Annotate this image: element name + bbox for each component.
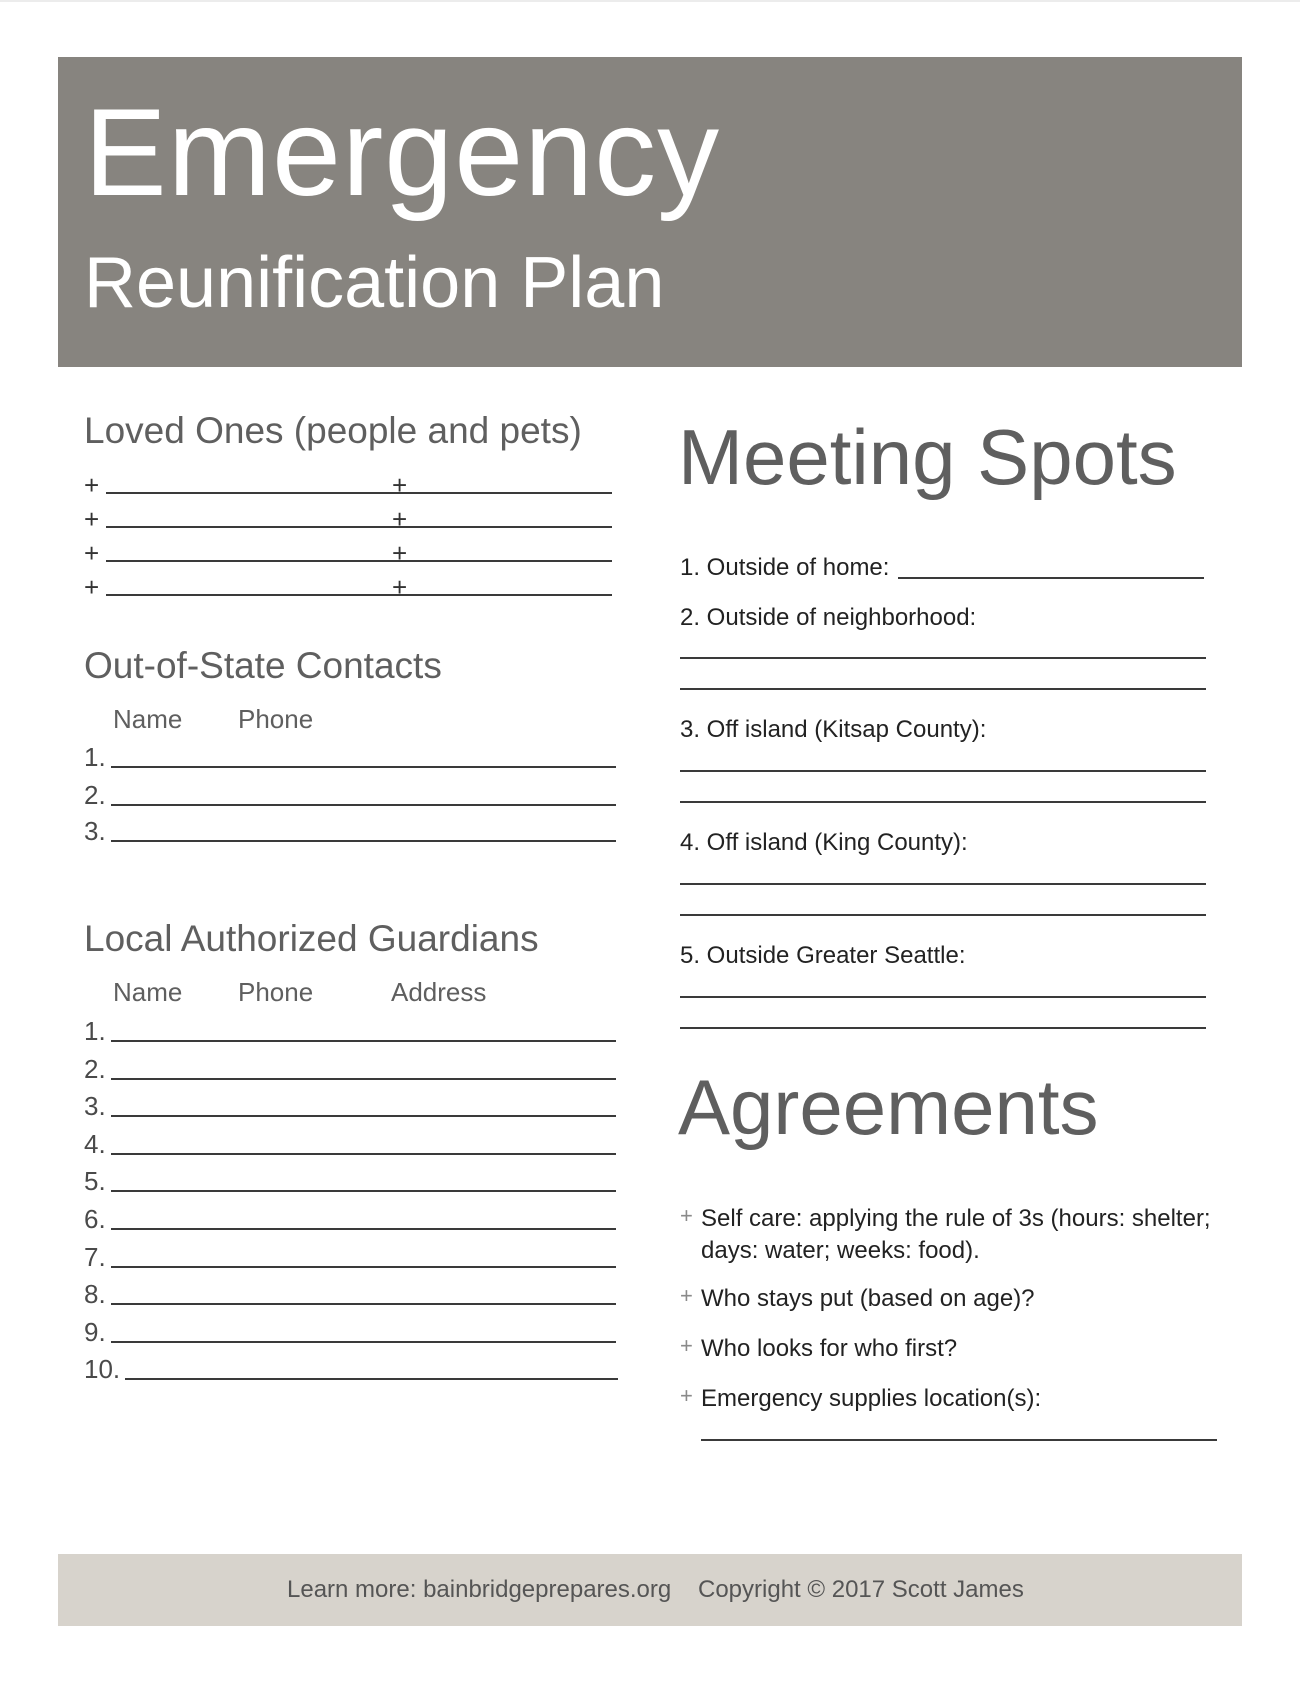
guardian-row (84, 1018, 616, 1048)
plus-bullet: + (392, 572, 408, 602)
meeting-spot-label: 5. Outside Greater Seattle: (680, 942, 966, 969)
row-number: 1. (84, 742, 106, 772)
guardian-row (84, 1356, 618, 1386)
row-number: 5. (84, 1166, 106, 1196)
plus-bullet: + (680, 1333, 693, 1358)
guardian-line[interactable] (111, 1341, 616, 1343)
meeting-spot-label: 3. Off island (Kitsap County): (680, 716, 987, 743)
row-number: 3. (84, 816, 106, 846)
guardians-heading: Local Authorized Guardians (84, 918, 539, 959)
plus-bullet: + (680, 1383, 693, 1408)
guardian-row (84, 1131, 616, 1161)
meeting-spot-line[interactable] (680, 770, 1206, 772)
guardian-line[interactable] (125, 1378, 618, 1380)
column-name: Name (113, 977, 183, 1007)
contact-line[interactable] (111, 766, 616, 768)
loved-ones-row (84, 506, 614, 536)
loved-ones-row (84, 574, 614, 604)
loved-one-line[interactable] (414, 492, 612, 494)
plus-bullet: + (84, 504, 100, 534)
meeting-spot-line[interactable] (680, 1027, 1206, 1029)
meeting-spot-line[interactable] (680, 914, 1206, 916)
title-emergency: Emergency (84, 84, 721, 222)
meeting-spot-line[interactable] (680, 657, 1206, 659)
row-number: 9. (84, 1317, 106, 1347)
title-banner (58, 57, 1242, 367)
guardian-line[interactable] (111, 1303, 616, 1305)
guardian-line[interactable] (111, 1040, 616, 1042)
page-top-border (0, 0, 1300, 2)
guardian-line[interactable] (111, 1228, 616, 1230)
agreement-text: Who stays put (based on age)? (701, 1285, 1035, 1312)
loved-one-line[interactable] (106, 560, 462, 562)
column-phone: Phone (238, 704, 314, 734)
contact-row (84, 818, 616, 848)
plus-bullet: + (392, 504, 408, 534)
meeting-spot-line[interactable] (680, 996, 1206, 998)
row-number: 7. (84, 1242, 106, 1272)
agreement-item (680, 1333, 1240, 1367)
agreement-item (680, 1383, 1240, 1417)
loved-ones-row (84, 472, 614, 502)
meeting-spot-label: 2. Outside of neighborhood: (680, 604, 977, 631)
row-number: 8. (84, 1279, 106, 1309)
agreement-item (680, 1203, 1240, 1269)
plus-bullet: + (680, 1283, 693, 1308)
agreement-text: Self care: applying the rule of 3s (hours: shelter; days: water; weeks: food). (701, 1205, 1211, 1264)
title-reunification-plan: Reunification Plan (84, 243, 665, 323)
meeting-spots-heading: Meeting Spots (678, 413, 1177, 501)
row-number: 10. (84, 1354, 121, 1384)
meeting-spot-label: 1. Outside of home: (680, 554, 890, 581)
meeting-spot-label: 4. Off island (King County): (680, 829, 968, 856)
loved-one-line[interactable] (106, 526, 462, 528)
loved-one-line[interactable] (106, 594, 462, 596)
guardian-row (84, 1319, 616, 1349)
loved-ones-row (84, 540, 614, 570)
guardian-row (84, 1281, 616, 1311)
guardian-line[interactable] (111, 1266, 616, 1268)
meeting-spot-line[interactable] (898, 577, 1204, 579)
agreement-item (680, 1283, 1240, 1317)
contact-row (84, 744, 616, 774)
meeting-spot-line[interactable] (680, 688, 1206, 690)
guardian-row (84, 1244, 616, 1274)
loved-one-line[interactable] (414, 594, 612, 596)
guardian-row (84, 1056, 616, 1086)
plus-bullet: + (392, 470, 408, 500)
row-number: 2. (84, 1054, 106, 1084)
row-number: 4. (84, 1129, 106, 1159)
loved-one-line[interactable] (106, 492, 462, 494)
contact-line[interactable] (111, 840, 616, 842)
guardian-row (84, 1206, 616, 1236)
supplies-location-line[interactable] (701, 1439, 1217, 1441)
row-number: 6. (84, 1204, 106, 1234)
meeting-spot-line[interactable] (680, 801, 1206, 803)
guardian-row (84, 1168, 616, 1198)
meeting-spot-line[interactable] (680, 883, 1206, 885)
column-name: Name (113, 704, 183, 734)
out-of-state-heading: Out-of-State Contacts (84, 645, 442, 686)
guardian-row (84, 1093, 616, 1123)
loved-one-line[interactable] (414, 560, 612, 562)
column-phone: Phone (238, 977, 314, 1007)
contact-line[interactable] (111, 804, 616, 806)
column-address: Address (391, 977, 487, 1007)
plus-bullet: + (84, 538, 100, 568)
loved-one-line[interactable] (414, 526, 612, 528)
agreement-text: Emergency supplies location(s): (701, 1385, 1042, 1412)
row-number: 1. (84, 1016, 106, 1046)
agreement-text: Who looks for who first? (701, 1335, 958, 1362)
agreements-heading: Agreements (678, 1063, 1099, 1151)
contact-row (84, 782, 616, 812)
learn-more-text: Learn more: bainbridgeprepares.org (287, 1576, 672, 1603)
plus-bullet: + (392, 538, 408, 568)
footer-bar (58, 1554, 1242, 1626)
row-number: 3. (84, 1091, 106, 1121)
guardian-line[interactable] (111, 1190, 616, 1192)
guardian-line[interactable] (111, 1115, 616, 1117)
row-number: 2. (84, 780, 106, 810)
copyright-text: Copyright © 2017 Scott James (698, 1576, 1024, 1603)
guardian-line[interactable] (111, 1153, 616, 1155)
plus-bullet: + (680, 1203, 693, 1228)
loved-ones-heading: Loved Ones (people and pets) (84, 410, 582, 451)
guardian-line[interactable] (111, 1078, 616, 1080)
plus-bullet: + (84, 470, 100, 500)
plus-bullet: + (84, 572, 100, 602)
